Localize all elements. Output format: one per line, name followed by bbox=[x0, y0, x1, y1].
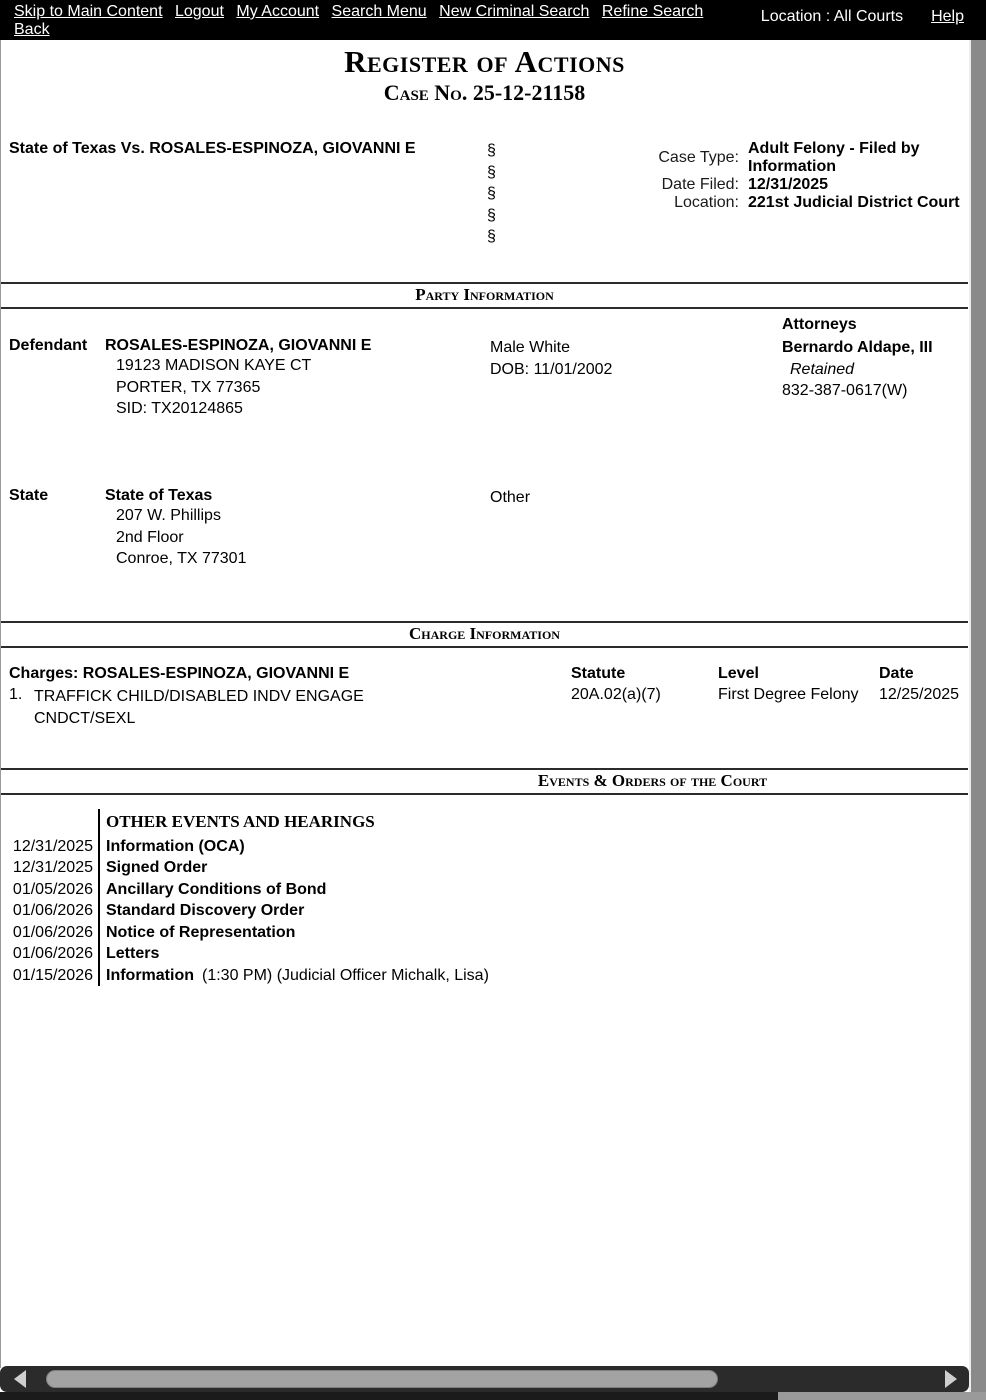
case-number: Case No. 25-12-21158 bbox=[383, 80, 586, 105]
defendant-sex-race: Male White bbox=[490, 339, 571, 356]
event-title: Information (OCA) bbox=[106, 837, 245, 855]
date-filed-label: Date Filed: bbox=[661, 176, 739, 193]
page-title: Register of Actions bbox=[344, 44, 625, 79]
bottom-window-edge bbox=[0, 1392, 986, 1400]
defendant-dob: DOB: 11/01/2002 bbox=[490, 360, 613, 378]
section-symbol: § bbox=[487, 185, 496, 202]
location-label: Location: bbox=[674, 194, 739, 211]
event-title: Information bbox=[106, 966, 194, 984]
date-column-header: Date bbox=[879, 665, 914, 682]
event-title: Standard Discovery Order bbox=[106, 902, 305, 919]
charge-information-body bbox=[1, 665, 968, 749]
defendant-address bbox=[116, 355, 397, 420]
section-symbol: § bbox=[487, 206, 496, 224]
scroll-left-arrow-icon[interactable] bbox=[14, 1370, 26, 1388]
nav-link-refine-search[interactable]: Refine Search bbox=[601, 3, 704, 20]
horizontal-scrollbar[interactable] bbox=[0, 1366, 969, 1392]
section-symbol: § bbox=[487, 142, 496, 159]
events-group-title: OTHER EVENTS AND HEARINGS bbox=[98, 809, 968, 836]
scroll-right-arrow-icon[interactable] bbox=[945, 1370, 957, 1388]
event-row bbox=[1, 836, 968, 858]
party-information-title: Party Information bbox=[415, 285, 554, 304]
address-line: PORTER, TX 77365 bbox=[116, 378, 261, 396]
event-date: 01/06/2026 bbox=[12, 902, 93, 919]
party-information-body bbox=[1, 309, 968, 585]
case-type-value: Adult Felony - Filed by Information bbox=[748, 140, 920, 175]
section-symbol: § bbox=[487, 228, 496, 245]
event-title: Letters bbox=[106, 945, 160, 962]
nav-link-help[interactable]: Help bbox=[931, 8, 964, 25]
location-indicator: Location : All Courts bbox=[760, 8, 904, 25]
events-group-date bbox=[1, 809, 98, 836]
events-group-row bbox=[1, 809, 968, 836]
defendant-description bbox=[490, 337, 612, 380]
charge-date: 12/25/2025 bbox=[879, 686, 960, 703]
event-title: Notice of Representation bbox=[106, 923, 296, 941]
state-address bbox=[116, 505, 397, 570]
level-column-header: Level bbox=[718, 665, 759, 682]
charge-statute: 20A.02(a)(7) bbox=[571, 686, 661, 703]
event-row bbox=[1, 900, 968, 922]
charges-label: Charges: ROSALES-ESPINOZA, GIOVANNI E bbox=[9, 665, 350, 682]
address-line: 2nd Floor bbox=[116, 528, 184, 546]
address-line: 207 W. Phillips bbox=[116, 507, 221, 524]
event-row bbox=[1, 857, 968, 879]
event-title: Ancillary Conditions of Bond bbox=[106, 880, 327, 898]
nav-link-skip-to-main-content[interactable]: Skip to Main Content bbox=[14, 3, 163, 20]
state-name-address bbox=[105, 487, 397, 570]
events-table bbox=[1, 809, 968, 986]
event-date: 01/06/2026 bbox=[12, 923, 93, 941]
party-information-header bbox=[1, 282, 968, 309]
vertical-scrollbar[interactable] bbox=[969, 40, 986, 1400]
date-filed-value: 12/31/2025 bbox=[748, 176, 829, 193]
section-symbol: § bbox=[487, 163, 496, 181]
state-description bbox=[490, 487, 530, 509]
address-line: 19123 MADISON KAYE CT bbox=[116, 357, 312, 374]
nav-link-new-criminal-search[interactable]: New Criminal Search bbox=[439, 3, 590, 20]
style-of-case: State of Texas Vs. ROSALES-ESPINOZA, GIOVANNI E bbox=[9, 140, 416, 157]
attorney-phone: 832-387-0617(W) bbox=[782, 382, 908, 399]
state-role-label: State bbox=[9, 487, 49, 504]
event-row bbox=[1, 943, 968, 965]
section-symbol-column bbox=[487, 140, 496, 248]
attorney-name: Bernardo Aldape, III bbox=[782, 339, 933, 356]
statute-column-header: Statute bbox=[571, 665, 626, 682]
event-row bbox=[1, 965, 968, 987]
defendant-name: ROSALES-ESPINOZA, GIOVANNI E bbox=[105, 337, 372, 354]
defendant-role-label: Defendant bbox=[9, 337, 88, 354]
attorney-status: Retained bbox=[790, 360, 855, 378]
top-nav-bar bbox=[0, 0, 986, 40]
bottom-edge-highlight bbox=[778, 1392, 986, 1400]
events-orders-header bbox=[1, 768, 968, 795]
event-detail: (1:30 PM) (Judicial Officer Michalk, Lisa) bbox=[202, 966, 489, 984]
nav-link-my-account[interactable]: My Account bbox=[236, 3, 320, 20]
nav-link-search-menu[interactable]: Search Menu bbox=[331, 3, 427, 20]
state-description-line: Other bbox=[490, 489, 531, 506]
event-title: Signed Order bbox=[106, 859, 208, 876]
defendant-attorney bbox=[782, 337, 933, 402]
horizontal-scrollbar-thumb[interactable] bbox=[46, 1370, 718, 1388]
event-date: 12/31/2025 bbox=[12, 837, 93, 855]
defendant-name-address bbox=[105, 337, 397, 420]
charge-description: TRAFFICK CHILD/DISABLED INDV ENGAGE CNDCT/SEXL bbox=[34, 688, 364, 727]
nav-links bbox=[14, 3, 714, 39]
case-fields bbox=[601, 140, 960, 212]
main-content bbox=[0, 40, 968, 1368]
state-name: State of Texas bbox=[105, 487, 213, 504]
attorneys-column-header: Attorneys bbox=[782, 316, 857, 333]
location-value: 221st Judicial District Court bbox=[748, 194, 960, 211]
address-line: SID: TX20124865 bbox=[116, 400, 243, 417]
nav-link-logout[interactable]: Logout bbox=[174, 3, 224, 20]
charge-level: First Degree Felony bbox=[718, 686, 859, 703]
event-date: 01/15/2026 bbox=[12, 966, 93, 984]
charge-information-header bbox=[1, 621, 968, 648]
event-date: 12/31/2025 bbox=[12, 859, 93, 876]
case-summary bbox=[1, 140, 968, 252]
event-row bbox=[1, 922, 968, 944]
address-line: Conroe, TX 77301 bbox=[116, 550, 247, 567]
event-date: 01/06/2026 bbox=[12, 945, 93, 962]
charge-information-title: Charge Information bbox=[409, 624, 560, 643]
events-orders-title: Events & Orders of the Court bbox=[537, 771, 768, 790]
charge-number: 1. bbox=[9, 686, 23, 703]
event-row bbox=[1, 879, 968, 901]
event-date: 01/05/2026 bbox=[12, 880, 93, 898]
case-type-label: Case Type: bbox=[658, 149, 739, 166]
nav-link-back[interactable]: Back bbox=[14, 21, 50, 38]
